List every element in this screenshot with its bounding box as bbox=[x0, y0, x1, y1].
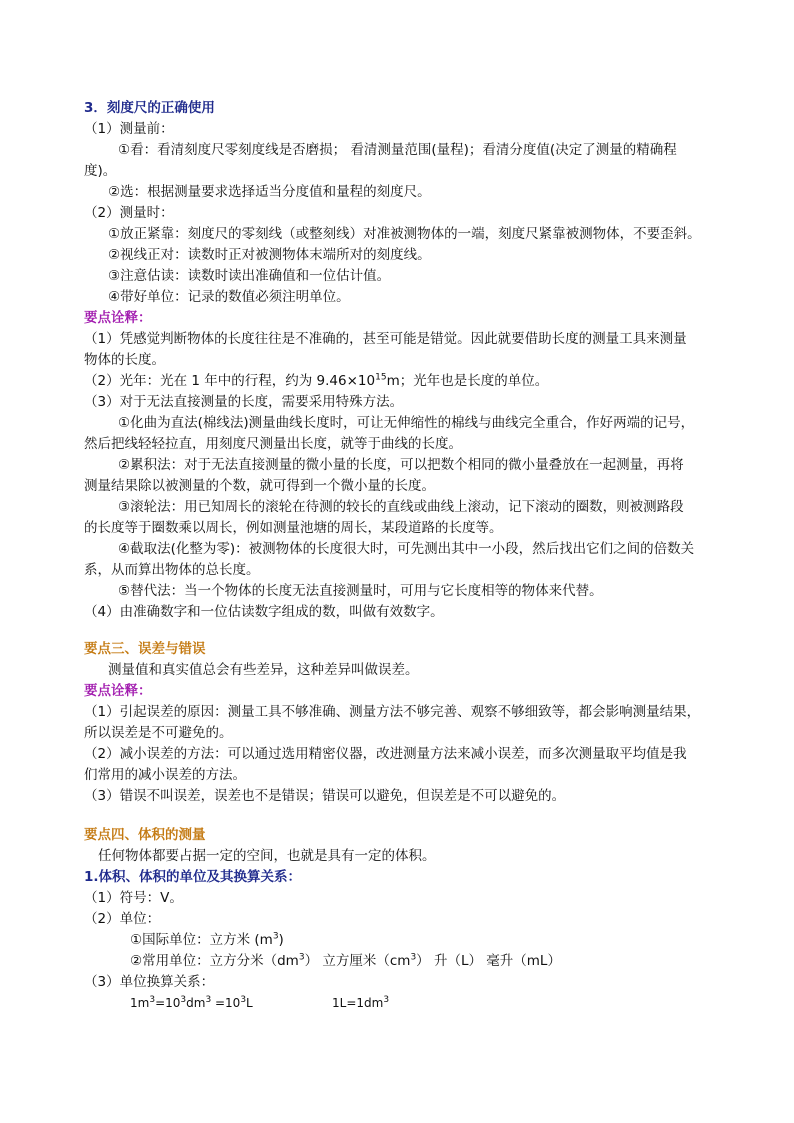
common-unit-cm: ） 立方厘米（cm bbox=[304, 953, 411, 969]
light-year-exponent: 15 bbox=[375, 372, 387, 383]
method1-line2: 然后把线轻轻拉直，用刻度尺测量出长度，就等于曲线的长度。 bbox=[84, 436, 462, 452]
notes1-p3: （3）对于无法直接测量的长度，需要采用特殊方法。 bbox=[84, 394, 404, 410]
method1-line1: ①化曲为直法(棉线法)测量曲线长度时，可让无伸缩性的棉线与曲线完全重合，作好两端的记号， bbox=[118, 415, 695, 431]
conv1-exp1: 3 bbox=[149, 995, 156, 1005]
volume-symbol: （1）符号：V。 bbox=[84, 890, 183, 906]
conversion-1 bbox=[130, 994, 253, 1012]
section-error-title: 要点三、误差与错误 bbox=[84, 641, 206, 657]
method4-line1: ④截取法(化整为零)：被测物体的长度很大时，可先测出其中一小段，然后找出它们之间的倍数关 bbox=[118, 541, 695, 557]
method2-line1: ②累积法：对于无法直接测量的微小量的长度，可以把数个相同的微小量叠放在一起测量，再将 bbox=[118, 457, 684, 473]
error-p2-line2: 们常用的减小误差的方法。 bbox=[84, 767, 246, 783]
si-unit-text: ①国际单位：立方米 (m bbox=[130, 932, 273, 948]
error-p1-line1: （1）引起误差的原因：测量工具不够准确、测量方法不够完善、观察不够细致等，都会影响测量结果， bbox=[84, 704, 701, 720]
method4-line2: 系，从而算出物体的总长度。 bbox=[84, 562, 260, 578]
notes1-p4: （4）由准确数字和一位估读数字组成的数，叫做有效数字。 bbox=[84, 604, 444, 620]
light-year-suffix: m；光年也是长度的单位。 bbox=[386, 373, 549, 389]
error-p3: （3）错误不叫误差，误差也不是错误；错误可以避免，但误差是不可以避免的。 bbox=[84, 788, 566, 804]
during-item3: ③注意估读：读数时读出准确值和一位估计值。 bbox=[108, 268, 391, 284]
conv1-exp2: 3 bbox=[180, 995, 187, 1005]
conv1-part-c: dm bbox=[186, 996, 206, 1010]
before-label: （1）测量前： bbox=[84, 121, 174, 137]
conv1-part-d: =10 bbox=[211, 996, 241, 1010]
notes1-p2 bbox=[84, 372, 548, 390]
common-unit-l-ml: ） 升（L） 毫升（mL） bbox=[416, 953, 561, 969]
before-item1-line2: 度)。 bbox=[84, 163, 117, 179]
during-item1: ①放正紧靠：刻度尺的零刻线（或整刻线）对准被测物体的一端，刻度尺紧靠被测物体，不要歪斜。 bbox=[108, 226, 701, 242]
common-unit-cm-exp: 3 bbox=[410, 952, 417, 963]
conv1-exp4: 3 bbox=[240, 995, 247, 1005]
during-item2: ②视线正对：读数时正对被测物体末端所对的刻度线。 bbox=[108, 247, 431, 263]
notes1-p1-line2: 物体的长度。 bbox=[84, 352, 165, 368]
error-p1-line2: 所以误差是不可避免的。 bbox=[84, 725, 233, 741]
during-item4: ④带好单位：记录的数值必须注明单位。 bbox=[108, 289, 350, 305]
conv1-exp3: 3 bbox=[205, 995, 212, 1005]
volume-si-unit bbox=[130, 931, 284, 949]
conv1-part-a: 1m bbox=[130, 996, 150, 1010]
method3-line1: ③滚轮法：用已知周长的滚轮在待测的较长的直线或曲线上滚动，记下滚动的圈数，则被测路段 bbox=[118, 499, 684, 515]
notes1-p1-line1: （1）凭感觉判断物体的长度往往是不准确的，甚至可能是错觉。因此就要借助长度的测量工具来测量 bbox=[84, 331, 687, 347]
method5: ⑤替代法：当一个物体的长度无法直接测量时，可用与它长度相等的物体来代替。 bbox=[118, 583, 603, 599]
light-year-text: （2）光年：光在 1 年中的行程，约为 9.46×10 bbox=[84, 373, 376, 389]
si-unit-close: ) bbox=[278, 932, 284, 948]
si-unit-exponent: 3 bbox=[272, 931, 279, 942]
before-item2: ②选：根据测量要求选择适当分度值和量程的刻度尺。 bbox=[108, 184, 431, 200]
section-error-notes-title: 要点诠释： bbox=[84, 683, 152, 699]
conv1-part-b: =10 bbox=[155, 996, 181, 1010]
notes1-title: 要点诠释： bbox=[84, 310, 152, 326]
section-volume-title: 要点四、体积的测量 bbox=[84, 827, 206, 843]
volume-unit-label: （2）单位： bbox=[84, 911, 161, 927]
conv2-text: 1L=1dm bbox=[332, 996, 384, 1010]
method2-line2: 测量结果除以被测量的个数，就可得到一个微小量的长度。 bbox=[84, 478, 435, 494]
method3-line2: 的长度等于圈数乘以周长，例如测量池塘的周长，某段道路的长度等。 bbox=[84, 520, 503, 536]
error-p2-line1: （2）减小误差的方法：可以通过选用精密仪器，改进测量方法来减小误差，而多次测量取平均值是我 bbox=[84, 746, 687, 762]
common-unit-dm: ②常用单位：立方分米（dm bbox=[130, 953, 299, 969]
section3-title: 3．刻度尺的正确使用 bbox=[84, 100, 215, 116]
volume-conv-label: （3）单位换算关系： bbox=[84, 974, 215, 990]
during-label: （2）测量时： bbox=[84, 205, 174, 221]
conversion-2 bbox=[332, 994, 389, 1012]
conv1-part-f: L bbox=[246, 996, 253, 1010]
section-volume-intro: 任何物体都要占据一定的空间，也就是具有一定的体积。 bbox=[98, 848, 436, 864]
conv2-exp: 3 bbox=[383, 995, 390, 1005]
volume-common-units bbox=[130, 952, 561, 970]
before-item1-line1: ①看：看清刻度尺零刻度线是否磨损； 看清测量范围(量程)；看清分度值(决定了测量的精确程 bbox=[118, 142, 677, 158]
common-unit-dm-exp: 3 bbox=[298, 952, 305, 963]
section-error-intro: 测量值和真实值总会有些差异，这种差异叫做误差。 bbox=[108, 662, 419, 678]
volume-subtitle: 1.体积、体积的单位及其换算关系： bbox=[84, 869, 302, 885]
